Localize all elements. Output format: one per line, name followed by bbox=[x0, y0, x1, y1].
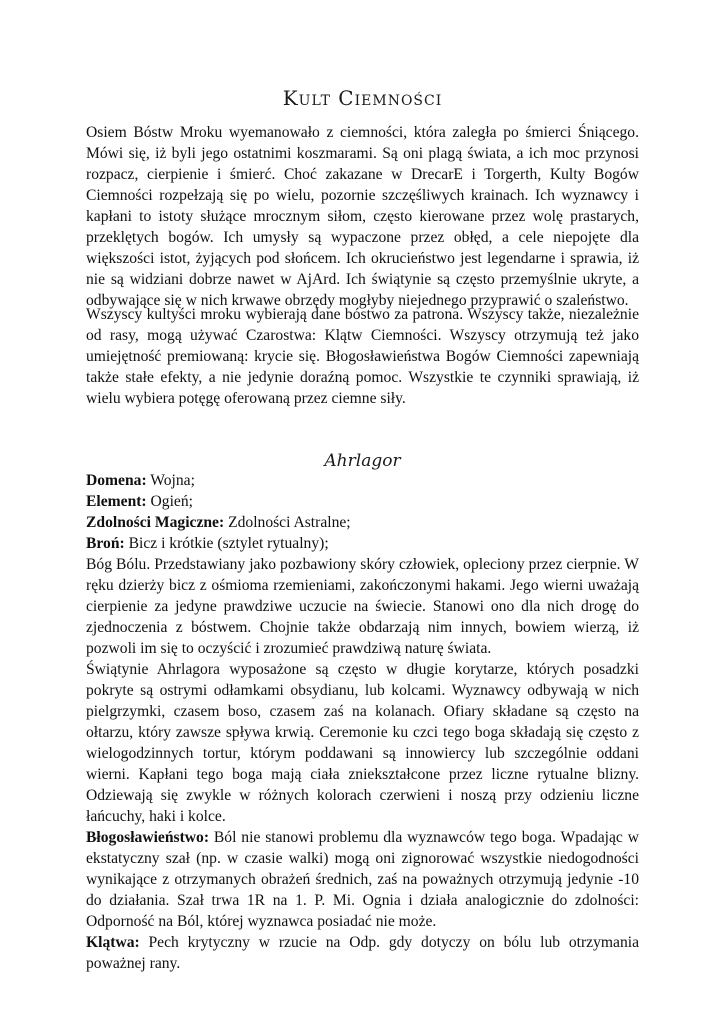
domain-row bbox=[86, 470, 639, 491]
blessing-value: Ból nie stanowi problemu dla wyznawców tego boga. Wpadając w ekstatyczny szał (np. w czasie walki) mogą oni zignorować wszystkie niedogodności wynikające z otrzymanych obrażeń średnich, zaś na poważnych otrzymują jedynie -10 do działania. Szał trwa 1R na 1. P. Mi. Ognia i działa analogicznie do zdolności: Odporność na Ból, której wyznawca posiadać nie może. bbox=[86, 829, 639, 930]
deity-temples: Świątynie Ahrlagora wyposażone są często w długie korytarze, których posadzki pokryte są ostrymi odłamkami obsydianu, lub kolcami. Wyznawcy odbywają w nich pielgrzymki, czasem boso, czasem zaś na kolanach. Ofiary składane są często na ołtarzu, który zawsze spływa krwią. Ceremonie ku czci tego boga składają się często z wielogodzinnych tortur, którym poddawani są innowiercy lub szczególnie oddani wierni. Kapłani tego boga mają ciała zniekształcone przez liczne rytualne blizny. Odziewają się zwykle w różnych kolorach czerwieni i noszą przy odzieniu liczne łańcuchy, haki i kolce. bbox=[86, 661, 639, 825]
weapon-label: Broń: bbox=[86, 535, 125, 552]
domain-label: Domena: bbox=[86, 472, 147, 489]
deity-heading: Ahrlagor bbox=[324, 451, 401, 471]
curse-row bbox=[86, 932, 639, 974]
domain-value: Wojna; bbox=[146, 472, 195, 489]
intro-paragraph-2: Wszyscy kultyści mroku wybierają dane bóstwo za patrona. Wszyscy także, niezależnie od rasy, mogą używać Czarostwa: Klątw Ciemności. Wszyscy otrzymują też jako umiejętność premiowaną: krycie się. Błogosławieństwa Bogów Ciemności zapewniają także stałe efekty, a nie jedynie doraźną pomoc. Wszystkie te czynniki sprawiają, iż wielu wybiera potęgę oferowaną przez ciemne siły. bbox=[86, 306, 639, 407]
element-value: Ogień; bbox=[146, 493, 193, 510]
magic-label: Zdolności Magiczne: bbox=[86, 514, 225, 531]
element-label: Element: bbox=[86, 493, 147, 510]
blessing-row bbox=[86, 827, 639, 932]
curse-value: Pech krytyczny w rzucie na Odp. gdy dotyczy on bólu lub otrzymania poważnej rany. bbox=[86, 934, 639, 972]
element-row bbox=[86, 491, 639, 512]
magic-row bbox=[86, 512, 639, 533]
curse-label: Klątwa: bbox=[86, 934, 140, 951]
magic-value: Zdolności Astralne; bbox=[224, 514, 351, 531]
deity-description: Bóg Bólu. Przedstawiany jako pozbawiony skóry człowiek, opleciony przez cierpnie. W ręku dzierży bicz z ośmioma rzemieniami, zakończonymi hakami. Jego wierni uważają cierpienie za jedyne prawdziwe uczucie na świecie. Stanowi ono dla nich drogę do zjednoczenia z bóstwem. Chojnie także obdarzają nim innych, bowiem wierzą, iż pozwoli im się to oczyścić i zrozumieć prawdziwą naturę świata. bbox=[86, 556, 639, 657]
weapon-row bbox=[86, 533, 639, 554]
deity-section bbox=[86, 470, 639, 974]
intro-paragraph-1: Osiem Bóstw Mroku wyemanowało z ciemności, która zaległa po śmierci Śniącego. Mówi się, iż byli jego ostatnimi koszmarami. Są oni plagą świata, a ich moc przynosi rozpacz, cierpienie i śmierć. Choć zakazane w DrecarE i Torgerth, Kulty Bogów Ciemności rozpełzają się po wielu, pozornie szczęśliwych krainach. Ich wyznawcy i kapłani to istoty służące mrocznym siłom, często kierowane przez wolę prastarych, przeklętych bogów. Ich umysły są wypaczone przez obłęd, a cele niepojęte dla większości istot, żyjących pod słońcem. Ich okrucieństwo jest legendarne i sprawia, iż nie są widziani dobrze nawet w AjArd. Ich świątynie są często przemyślnie ukryte, a odbywające się w nich krwawe obrzędy mogłyby niejednego przyprawić o szaleństwo. bbox=[86, 124, 639, 309]
blessing-label: Błogosławieństwo: bbox=[86, 829, 210, 846]
weapon-value: Bicz i krótkie (sztylet rytualny); bbox=[124, 535, 329, 552]
page-title: Kult Ciemności bbox=[282, 86, 443, 110]
